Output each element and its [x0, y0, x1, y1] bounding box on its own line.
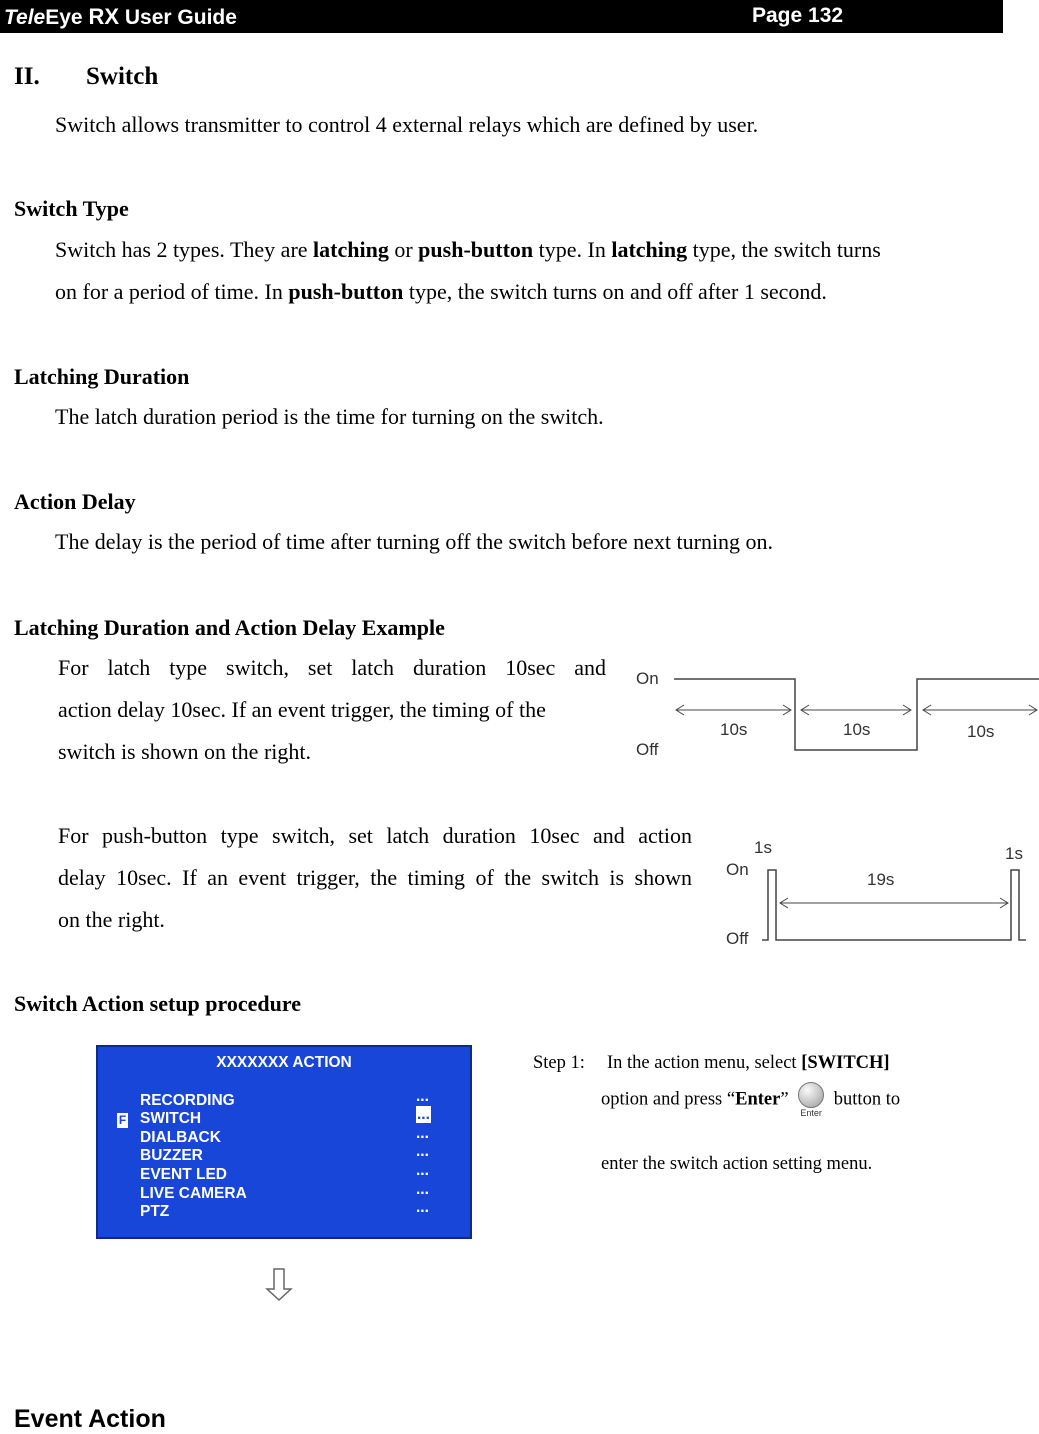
latching-duration-heading: Latching Duration: [14, 364, 190, 389]
switch-type-heading: Switch Type: [14, 196, 129, 221]
switch-type-para-line2: on for a period of time. In push-button type, the switch turns on and off after 1 second.: [55, 279, 827, 304]
diagram2-on-label: On: [726, 860, 749, 879]
diagram1-off-label: Off: [636, 740, 659, 759]
osd-item-event-led[interactable]: EVENT LED: [140, 1166, 227, 1183]
section-title: Switch: [86, 63, 159, 90]
osd-cursor-icon: F: [118, 1113, 127, 1127]
action-delay-text: The delay is the period of time after turning off the switch before next turning on.: [55, 529, 774, 554]
section-intro: Switch allows transmitter to control 4 external relays which are defined by user.: [55, 112, 759, 137]
section-number: II.: [14, 63, 40, 90]
procedure-heading: Switch Action setup procedure: [14, 991, 302, 1016]
latch-timing-diagram: [630, 660, 1039, 760]
push-example-line1: For push-button type switch, set latch duration 10sec and action: [58, 823, 692, 848]
latch-example-line2: action delay 10sec. If an event trigger, the timing of the: [58, 697, 546, 722]
diagram1-duration-2: 10s: [843, 720, 871, 739]
diagram1-duration-3: 10s: [967, 722, 995, 741]
action-menu-screenshot: [96, 1045, 472, 1239]
header-brand: TeleEye RX User Guide: [4, 4, 237, 29]
osd-dots-recording: ...: [416, 1088, 429, 1105]
step1-line2: option and press “Enter” Enter button to: [601, 1082, 900, 1118]
latch-example-line3: switch is shown on the right.: [58, 739, 311, 764]
osd-dots-buzzer: ...: [416, 1143, 429, 1160]
step1-label: Step 1:: [533, 1053, 585, 1073]
osd-dots-ptz: ...: [416, 1199, 429, 1216]
osd-dots-switch-selected: ...: [417, 1106, 430, 1123]
osd-item-switch[interactable]: SWITCH: [140, 1110, 202, 1127]
osd-item-buzzer[interactable]: BUZZER: [140, 1147, 203, 1164]
diagram2-pulse-left-label: 1s: [754, 838, 772, 857]
diagram2-gap-label: 19s: [867, 870, 895, 889]
down-arrow-icon: [265, 1268, 293, 1302]
step1-line3: enter the switch action setting menu.: [601, 1154, 873, 1174]
osd-dots-live-camera: ...: [416, 1181, 429, 1198]
switch-type-para-line1: Switch has 2 types. They are latching or push-button type. In latching type, the switch turns: [55, 237, 881, 262]
diagram1-on-label: On: [636, 669, 659, 688]
osd-item-live-camera[interactable]: LIVE CAMERA: [140, 1185, 247, 1202]
page-number: Page 132: [752, 4, 844, 27]
osd-dots-dialback: ...: [416, 1125, 429, 1142]
diagram2-off-label: Off: [726, 929, 749, 948]
push-example-line2: delay 10sec. If an event trigger, the timing of the switch is shown: [58, 865, 692, 890]
osd-item-recording[interactable]: RECORDING: [140, 1092, 235, 1109]
diagram1-duration-1: 10s: [720, 720, 748, 739]
diagram2-pulse-right-label: 1s: [1005, 844, 1023, 863]
osd-dots-event-led: ...: [416, 1162, 429, 1179]
push-timing-diagram: [720, 832, 1039, 950]
latching-duration-text: The latch duration period is the time for turning on the switch.: [55, 404, 604, 429]
event-action-heading: Event Action: [14, 1405, 166, 1433]
osd-title: XXXXXXX ACTION: [216, 1054, 352, 1071]
latch-example-line1: For latch type switch, set latch duration 10sec and: [58, 655, 606, 680]
osd-item-ptz[interactable]: PTZ: [140, 1203, 170, 1220]
push-example-line3: on the right.: [58, 907, 165, 932]
action-delay-heading: Action Delay: [14, 489, 136, 514]
enter-button-icon: Enter: [793, 1082, 829, 1118]
step1-line1: In the action menu, select [SWITCH]: [607, 1053, 890, 1073]
example-heading: Latching Duration and Action Delay Example: [14, 615, 445, 640]
osd-item-dialback[interactable]: DIALBACK: [140, 1129, 221, 1146]
page-header: [0, 0, 1003, 33]
